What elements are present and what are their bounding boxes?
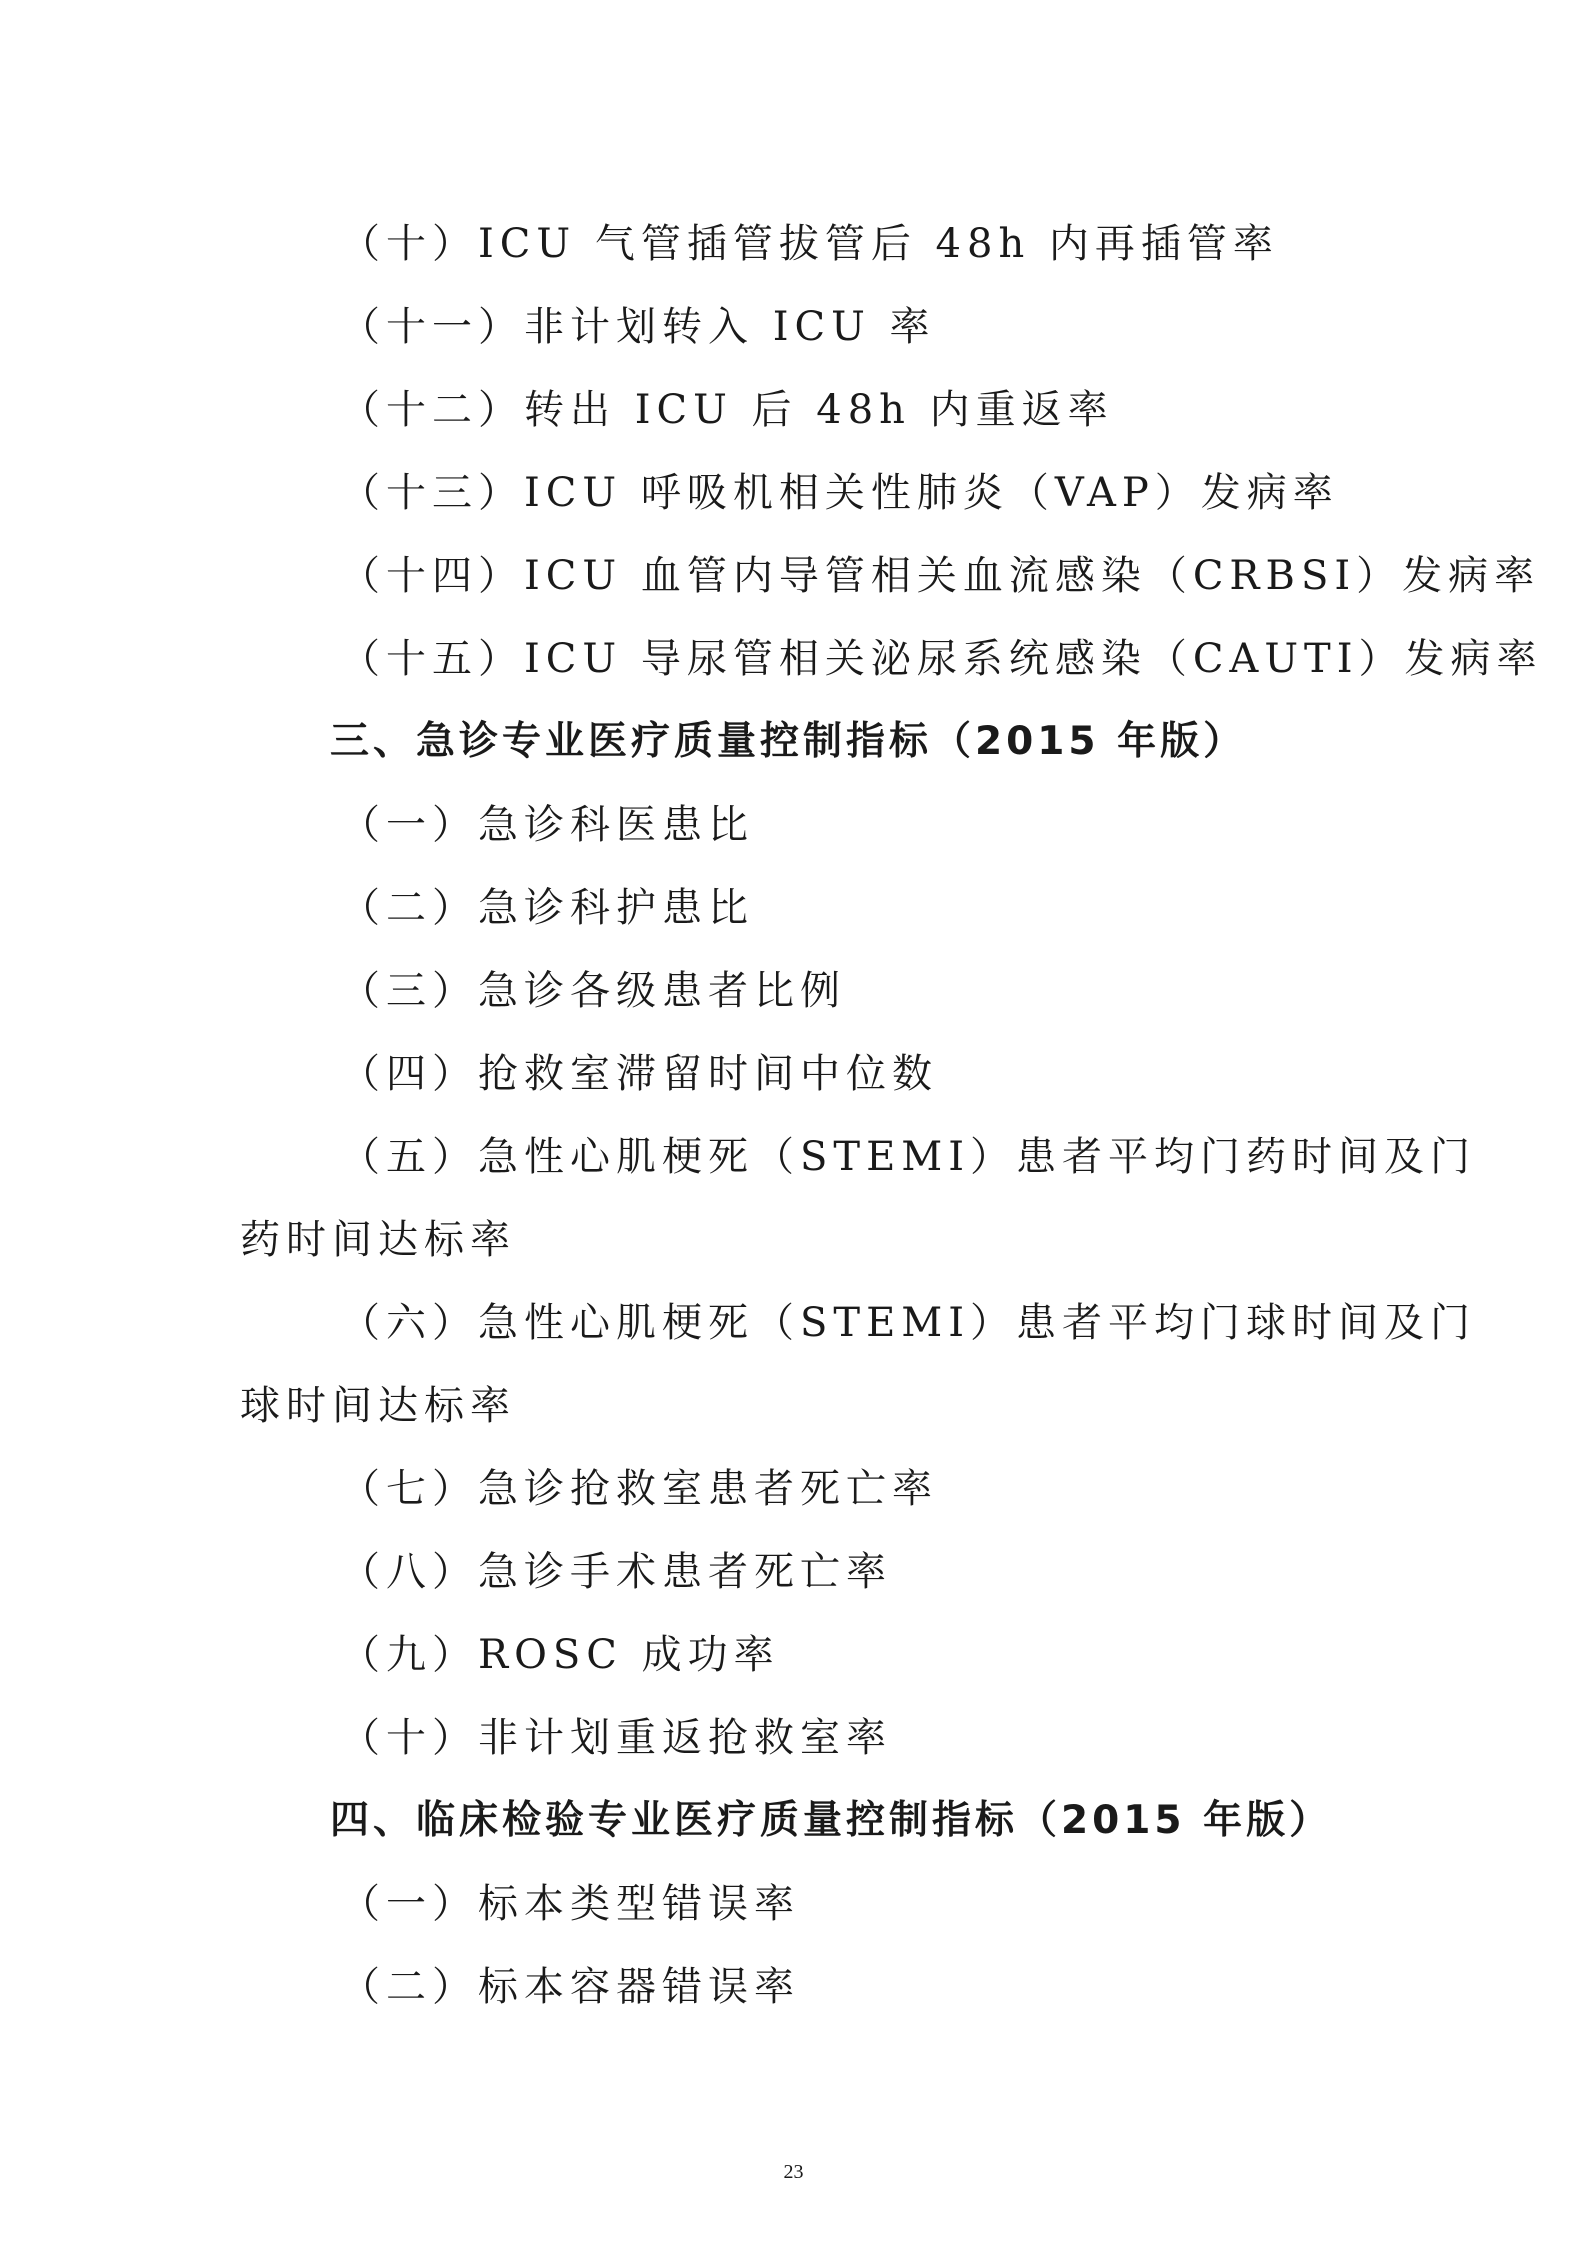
- list-item-rosc-success-rate: （九）ROSC 成功率: [340, 1632, 780, 1678]
- list-item-icu-readmission-rate: （十二）转出 ICU 后 48h 内重返率: [340, 387, 1114, 433]
- page-number: 23: [783, 2161, 804, 2183]
- list-item-cauti-rate: （十五）ICU 导尿管相关泌尿系统感染（CAUTI）发病率: [340, 636, 1543, 682]
- list-item-stemi-door-to-drug: （五）急性心肌梗死（STEMI）患者平均门药时间及门: [340, 1134, 1477, 1180]
- list-item-rescue-room-stay-median: （四）抢救室滞留时间中位数: [340, 1051, 938, 1097]
- list-item-unplanned-icu-admission-rate: （十一）非计划转入 ICU 率: [340, 304, 936, 350]
- list-item-emergency-surgery-mortality: （八）急诊手术患者死亡率: [340, 1549, 892, 1595]
- list-item-doctor-patient-ratio: （一）急诊科医患比: [340, 802, 754, 848]
- list-item-stemi-door-to-balloon-continued: 球时间达标率: [240, 1383, 516, 1429]
- list-item-nurse-patient-ratio: （二）急诊科护患比: [340, 885, 754, 931]
- section-heading-clinical-lab: 四、临床检验专业医疗质量控制指标（2015 年版）: [330, 1798, 1333, 1843]
- list-item-stemi-door-to-balloon: （六）急性心肌梗死（STEMI）患者平均门球时间及门: [340, 1300, 1477, 1346]
- list-item-specimen-type-error-rate: （一）标本类型错误率: [340, 1881, 800, 1927]
- list-item-stemi-door-to-drug-continued: 药时间达标率: [240, 1217, 516, 1263]
- list-item-icu-reintubation-rate: （十）ICU 气管插管拔管后 48h 内再插管率: [340, 221, 1279, 267]
- list-item-patient-level-ratio: （三）急诊各级患者比例: [340, 968, 846, 1014]
- list-item-rescue-room-mortality: （七）急诊抢救室患者死亡率: [340, 1466, 938, 1512]
- section-heading-emergency: 三、急诊专业医疗质量控制指标（2015 年版）: [330, 719, 1247, 764]
- list-item-crbsi-rate: （十四）ICU 血管内导管相关血流感染（CRBSI）发病率: [340, 553, 1541, 599]
- list-item-vap-rate: （十三）ICU 呼吸机相关性肺炎（VAP）发病率: [340, 470, 1339, 516]
- list-item-specimen-container-error-rate: （二）标本容器错误率: [340, 1964, 800, 2010]
- list-item-unplanned-return-rate: （十）非计划重返抢救室率: [340, 1715, 892, 1761]
